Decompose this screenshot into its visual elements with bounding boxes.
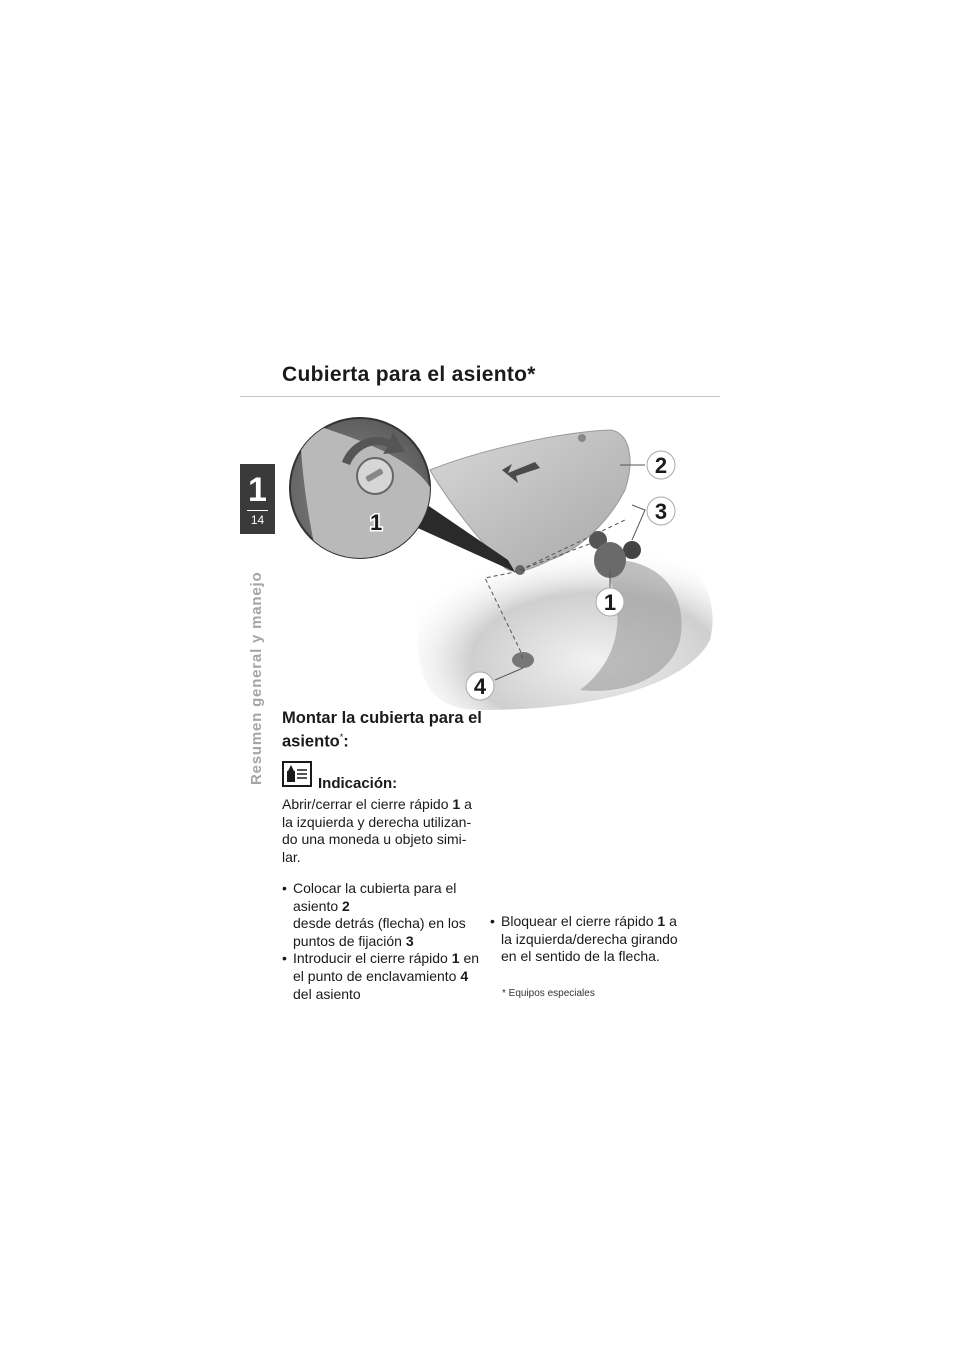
page-number: 14 <box>250 513 265 527</box>
note-text: Abrir/cerrar el cierre rápido 1 a la izquierda y derecha utilizan- do una moneda u objeto simi- lar. <box>282 796 472 865</box>
callout-number: 4 <box>473 674 487 699</box>
detail-magnifier <box>290 418 440 570</box>
callout-number: 1 <box>370 510 383 535</box>
callout-number: 2 <box>654 453 668 478</box>
locking-point <box>512 652 534 668</box>
title-divider <box>240 396 720 397</box>
seat-cover-illustration <box>280 410 720 710</box>
side-section-label: Resumen general y manejo <box>248 571 265 785</box>
leader-line <box>632 505 645 540</box>
chapter-number: 1 <box>248 471 267 509</box>
page-title: Cubierta para el asiento* <box>282 363 536 386</box>
list-item: • Introducir el cierre rápido 1 en el punto de enclavamiento 4 del asiento <box>282 950 480 1002</box>
list-item: • Colocar la cubierta para el asiento 2 desde detrás (flecha) en los puntos de fijación 3 <box>282 880 466 949</box>
fixing-point <box>623 541 641 559</box>
section-heading: Montar la cubierta para el asiento*: <box>282 709 482 751</box>
footnote: * Equipos especiales <box>502 988 595 999</box>
note-icon <box>282 761 312 787</box>
note-label: Indicación: <box>318 775 398 792</box>
cover-bolt <box>578 434 586 442</box>
callout-number: 3 <box>654 499 668 524</box>
chapter-divider <box>247 510 268 511</box>
callout-number: 1 <box>603 590 617 615</box>
list-item: • Bloquear el cierre rápido 1 a la izquierda/derecha girando en el sentido de la flecha. <box>490 913 678 965</box>
instruction-steps <box>282 880 482 1003</box>
chapter-tab <box>240 464 275 534</box>
